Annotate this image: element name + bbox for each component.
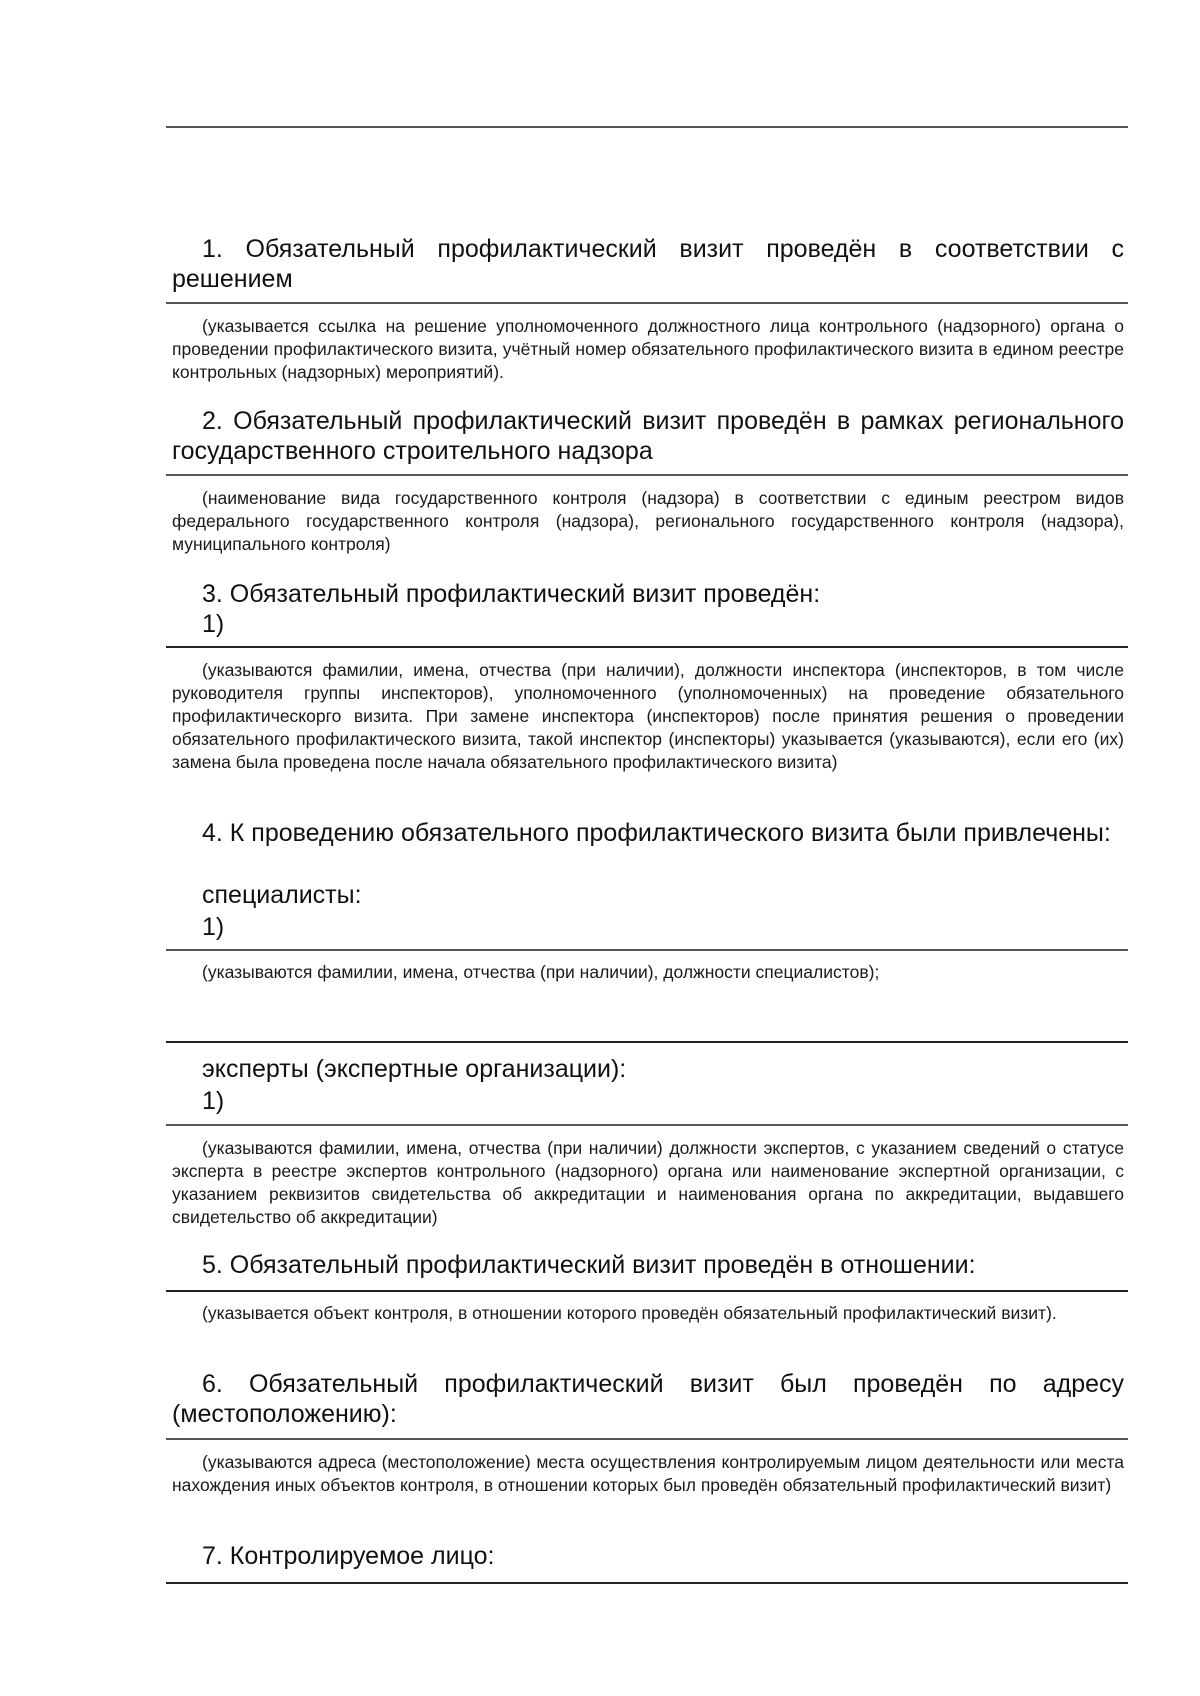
section-4-experts-note: (указываются фамилии, имена, отчества (при наличии) должности экспертов, с указанием сведений о статусе эксперта в реестре экспертов контрольного (надзорного) органа или наименование экспертной организации, с указанием реквизитов свидетельства об аккредитации и наименования органа по аккредитации, выдавшего свидетельство об аккредитации) xyxy=(172,1138,1124,1227)
section-3-heading: 3. Обязательный профилактический визит проведён: xyxy=(202,580,821,608)
section-5-heading: 5. Обязательный профилактический визит проведён в отношении: xyxy=(202,1251,976,1279)
section-4-specialists-note: (указываются фамилии, имена, отчества (при наличии), должности специалистов); xyxy=(202,962,880,982)
section-1-fill-line xyxy=(166,302,1128,304)
section-4-specialists-item-number: 1) xyxy=(202,913,225,941)
section-3-note: (указываются фамилии, имена, отчества (при наличии), должности инспектора (инспекторов, в том числе руководителя группы инспекторов), уполномоченного (уполномоченных) на проведение обязательного профилактическорго визита. При замене инспектора (инспекторов) после принятия решения о проведении обязательного профилактического визита, такой инспектор (инспекторы) указывается (указываются), если его (их) замена была проведена после начала обязательного профилактического визита) xyxy=(172,660,1124,772)
section-2-note: (наименование вида государственного контроля (надзора) в соответствии с единым реестром видов федерального государственного контроля (надзора), регионального государственного контроля (надзора), муниципального контроля) xyxy=(172,488,1124,554)
section-5-fill-line xyxy=(166,1290,1128,1292)
section-4-experts-label: эксперты (экспертные организации): xyxy=(202,1055,627,1083)
section-4-specialists-extra-line xyxy=(166,1041,1128,1043)
section-3-fill-line xyxy=(166,646,1128,648)
section-1-note: (указывается ссылка на решение уполномоченного должностного лица контрольного (надзорного) органа о проведении профилактического визита, учётный номер обязательного профилактического визита в едином реестре контрольных (надзорных) мероприятий). xyxy=(172,316,1124,382)
section-3-item-number: 1) xyxy=(202,610,225,638)
section-6-heading: 6. Обязательный профилактический визит был проведён по адресу (местоположению): xyxy=(172,1370,1124,1428)
section-4-heading: 4. К проведению обязательного профилактического визита были привлечены: xyxy=(202,819,1111,847)
section-2-fill-line xyxy=(166,474,1128,476)
section-2-heading: 2. Обязательный профилактический визит проведён в рамках регионального государственного строительного надзора xyxy=(172,407,1124,465)
top-rule xyxy=(166,126,1128,128)
section-1-heading: 1. Обязательный профилактический визит проведён в соответствии с решением xyxy=(172,235,1124,293)
section-4-experts-item-number: 1) xyxy=(202,1087,225,1115)
section-5-note: (указывается объект контроля, в отношении которого проведён обязательный профилактический визит). xyxy=(202,1303,1057,1323)
section-4-experts-fill-line xyxy=(166,1124,1128,1126)
section-7-fill-line xyxy=(166,1582,1128,1584)
section-6-fill-line xyxy=(166,1438,1128,1440)
section-7-heading: 7. Контролируемое лицо: xyxy=(202,1542,495,1570)
section-6-note: (указываются адреса (местоположение) места осуществления контролируемым лицом деятельности или места нахождения иных объектов контроля, в отношении которых был проведён обязательный профилактический визит) xyxy=(172,1452,1124,1495)
section-4-specialists-label: специалисты: xyxy=(202,881,362,909)
section-4-specialists-fill-line xyxy=(166,949,1128,951)
